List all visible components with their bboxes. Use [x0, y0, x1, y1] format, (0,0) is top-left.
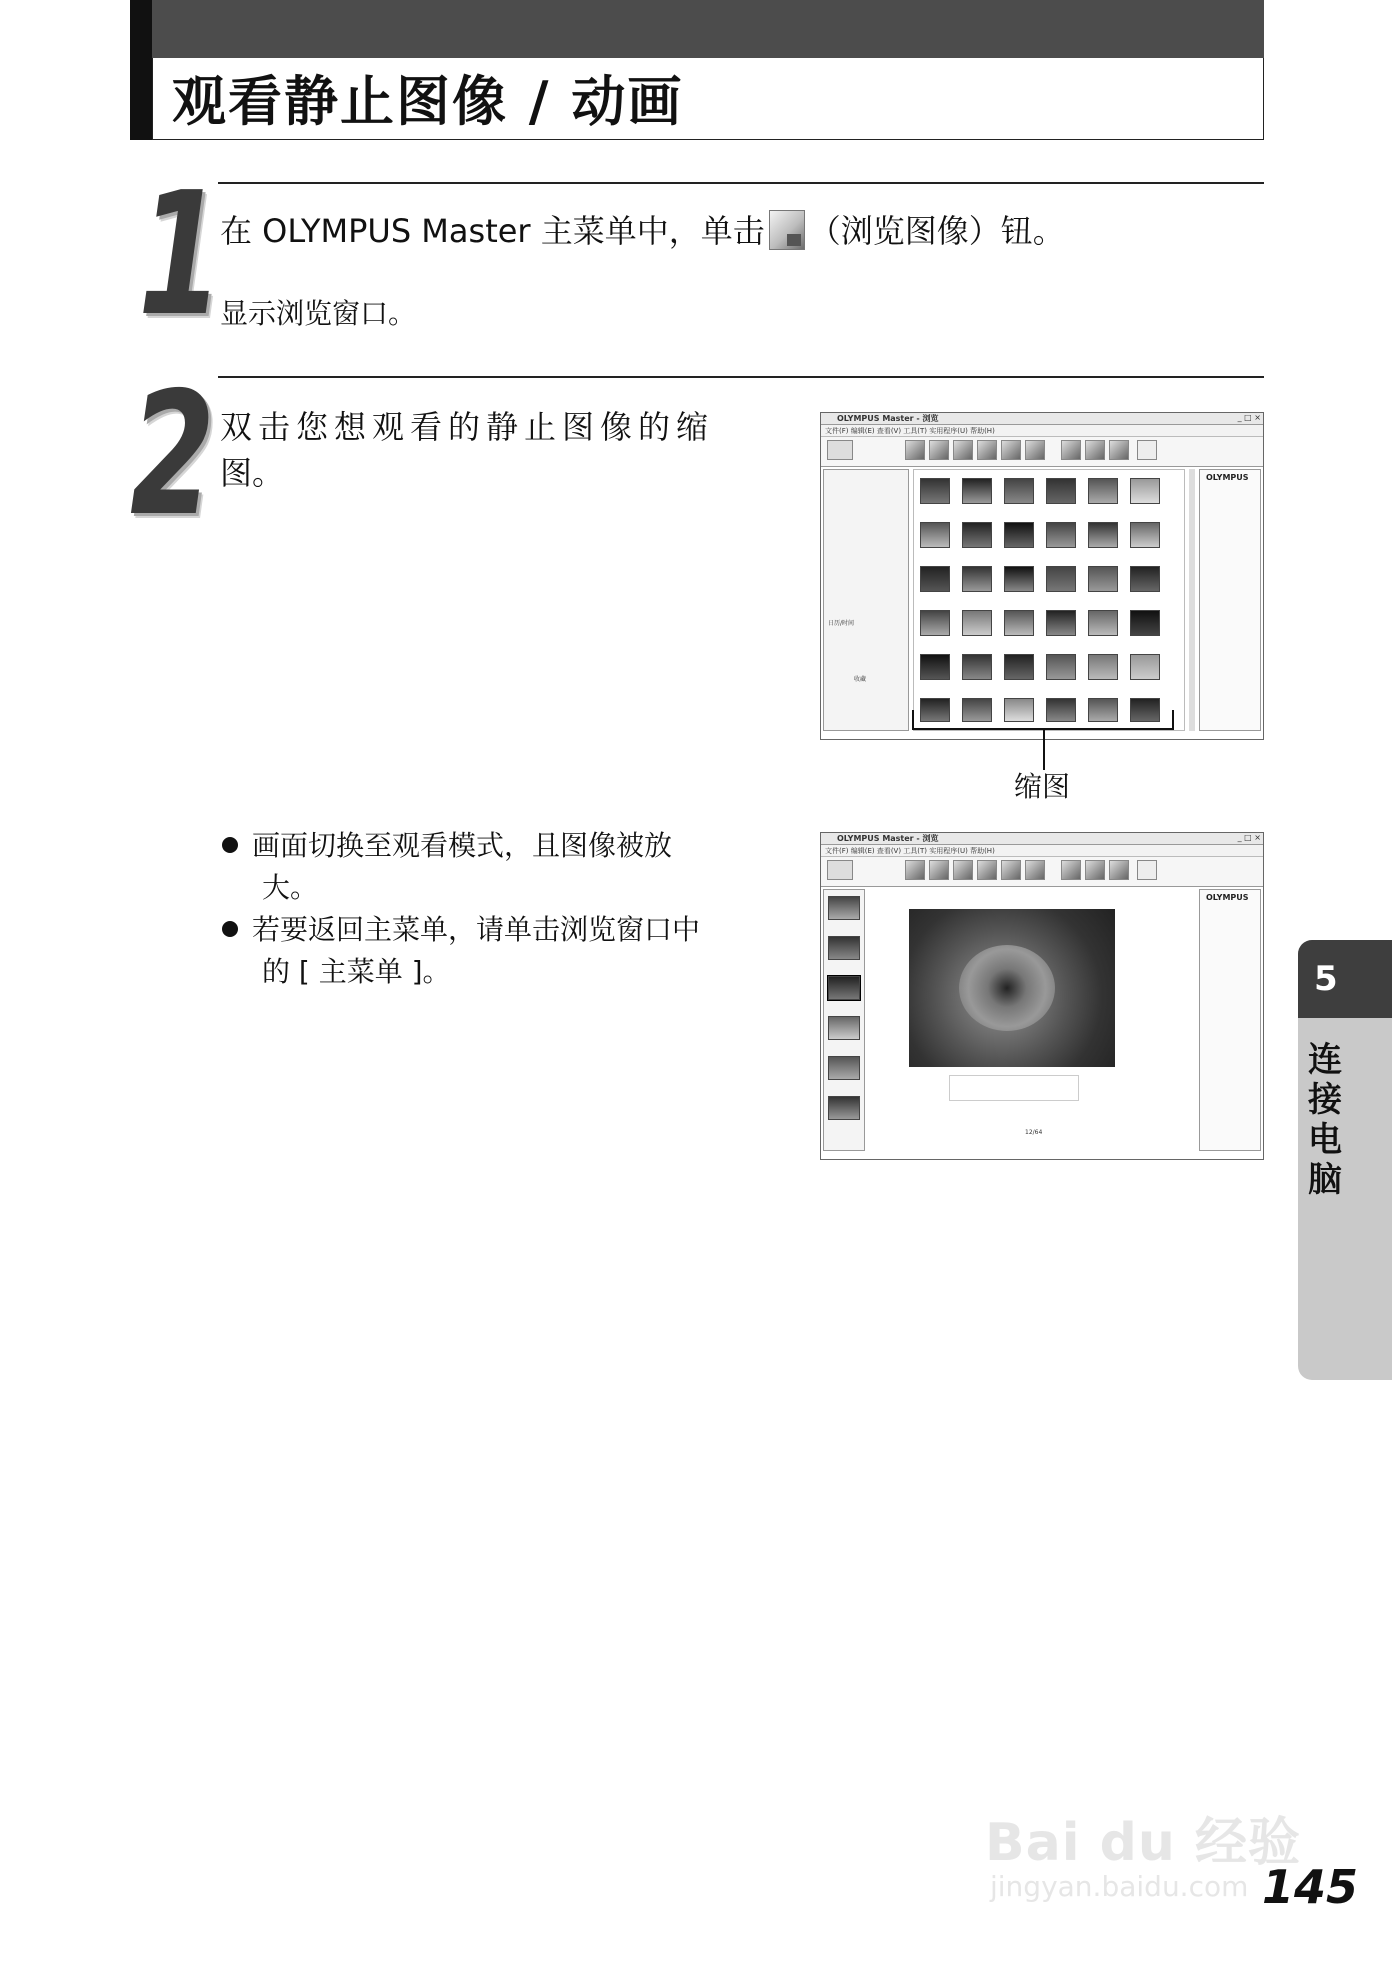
thumbnail[interactable] — [962, 478, 992, 504]
left-panel — [823, 469, 909, 731]
main-menu-icon — [827, 860, 853, 880]
thumbnail[interactable] — [1004, 698, 1034, 722]
thumbnail[interactable] — [920, 610, 950, 636]
thumbnail[interactable] — [1004, 522, 1034, 548]
thumbnail[interactable] — [1088, 566, 1118, 592]
olympus-logo: OLYMPUS — [1206, 473, 1249, 482]
thumbnail[interactable] — [962, 522, 992, 548]
header-gray-band — [152, 0, 1264, 58]
step1-result: 显示浏览窗口。 — [220, 297, 417, 330]
thumbnail[interactable] — [1046, 698, 1076, 722]
thumbnail[interactable] — [828, 896, 860, 920]
thumbnail-grid — [913, 469, 1185, 731]
chapter-label: 连接电脑 — [1308, 1040, 1342, 1200]
toolbar-icon — [953, 440, 973, 460]
toolbar-icon — [1025, 440, 1045, 460]
menu-bar: 文件(F) 编辑(E) 查看(V) 工具(T) 实用程序(U) 帮助(H) — [821, 425, 1263, 437]
thumbnail[interactable] — [1046, 522, 1076, 548]
toolbar-icon — [905, 440, 925, 460]
toolbar-icon — [1085, 440, 1105, 460]
toolbar-icon — [1109, 440, 1129, 460]
browse-images-icon — [769, 210, 805, 250]
thumbnail[interactable] — [828, 1016, 860, 1040]
image-view-area — [869, 889, 1195, 1151]
thumbnail-callout-label: 缩图 — [1014, 770, 1071, 803]
toolbar-icon — [929, 860, 949, 880]
thumbnail[interactable] — [1046, 478, 1076, 504]
thumbnail[interactable] — [920, 698, 950, 722]
thumbnail[interactable] — [1088, 610, 1118, 636]
window-titlebar: OLYMPUS Master - 浏览 — [821, 833, 1263, 845]
thumbnail[interactable] — [1004, 654, 1034, 680]
toolbar-icon — [1025, 860, 1045, 880]
bullet-1-line1: 画面切换至观看模式，且图像被放 — [222, 824, 672, 868]
right-panel — [1199, 469, 1261, 731]
thumbnail[interactable] — [1130, 566, 1160, 592]
thumbnail[interactable] — [962, 566, 992, 592]
thumbnail[interactable] — [1004, 610, 1034, 636]
toolbar-icon — [929, 440, 949, 460]
help-icon — [1137, 860, 1157, 880]
thumbnail[interactable] — [920, 478, 950, 504]
main-menu-icon — [827, 440, 853, 460]
bullet-2-line1: 若要返回主菜单，请单击浏览窗口中 — [222, 908, 700, 952]
right-panel — [1199, 889, 1261, 1151]
page-title: 观看静止图像 / 动画 — [172, 70, 684, 133]
view-window-screenshot — [820, 832, 1264, 1160]
thumbnail[interactable] — [962, 654, 992, 680]
thumbnail[interactable] — [828, 936, 860, 960]
bullet-dot — [222, 921, 238, 937]
page-number: 145 — [1262, 1860, 1359, 1914]
thumbnail[interactable] — [1088, 654, 1118, 680]
thumbnail[interactable] — [1130, 478, 1160, 504]
toolbar — [821, 857, 1263, 887]
toolbar-icon — [1001, 860, 1021, 880]
thumbnail[interactable] — [1046, 654, 1076, 680]
image-counter: 12/64 — [1025, 1129, 1043, 1136]
step2-line2: 图。 — [220, 454, 285, 492]
filmstrip-panel — [823, 889, 865, 1151]
callout-bracket-right — [1172, 710, 1174, 730]
step1-instruction — [220, 208, 1065, 254]
thumbnail[interactable] — [962, 698, 992, 722]
thumbnail[interactable] — [1004, 566, 1034, 592]
thumbnail[interactable] — [1088, 478, 1118, 504]
toolbar-icon — [1061, 860, 1081, 880]
toolbar-icon — [1061, 440, 1081, 460]
thumbnail[interactable] — [920, 654, 950, 680]
thumbnail[interactable] — [1130, 522, 1160, 548]
window-controls: _ □ × — [1237, 413, 1261, 422]
toolbar-icon — [905, 860, 925, 880]
flower-shape — [959, 945, 1055, 1031]
bullet-1-line2: 大。 — [262, 871, 319, 904]
thumbnail[interactable] — [962, 610, 992, 636]
step2-rule — [218, 376, 1264, 378]
thumbnail[interactable] — [1088, 698, 1118, 722]
thumbnail[interactable] — [1046, 610, 1076, 636]
watermark-brand: Bai du 经验 — [985, 1813, 1301, 1873]
step1-text-after: （浏览图像）钮。 — [808, 212, 1065, 250]
callout-pointer — [1043, 728, 1045, 770]
toolbar-icon — [1109, 860, 1129, 880]
bullet-dot — [222, 837, 238, 853]
thumbnail[interactable] — [828, 1056, 860, 1080]
window-titlebar: OLYMPUS Master - 浏览 — [821, 413, 1263, 425]
step2-line1: 双击您想观看的静止图像的缩 — [220, 408, 715, 446]
thumbnail[interactable] — [1046, 566, 1076, 592]
thumbnail[interactable] — [920, 566, 950, 592]
toolbar-icon — [977, 440, 997, 460]
step2-number: 2 — [130, 356, 216, 554]
scrollbar[interactable] — [1189, 469, 1195, 731]
thumbnail-selected[interactable] — [828, 976, 860, 1000]
step1-text-before: 在 OLYMPUS Master 主菜单中，单击 — [220, 212, 765, 250]
callout-bracket-left — [912, 710, 914, 730]
enlarged-image — [909, 909, 1115, 1067]
toolbar — [821, 437, 1263, 467]
header-black-bar — [130, 0, 152, 140]
watermark-url: jingyan.baidu.com — [990, 1870, 1249, 1903]
thumbnail[interactable] — [1130, 610, 1160, 636]
toolbar-icon — [1085, 860, 1105, 880]
menu-bar: 文件(F) 编辑(E) 查看(V) 工具(T) 实用程序(U) 帮助(H) — [821, 845, 1263, 857]
step1-number: 1 — [138, 156, 224, 354]
olympus-logo: OLYMPUS — [1206, 893, 1249, 902]
toolbar-icon — [977, 860, 997, 880]
comment-box[interactable] — [949, 1075, 1079, 1101]
thumbnail[interactable] — [1004, 478, 1034, 504]
step1-rule — [218, 182, 1264, 184]
calendar-label: 日历/时间 — [828, 620, 855, 627]
favorites-label: 收藏 — [854, 676, 867, 683]
thumbnail[interactable] — [1088, 522, 1118, 548]
window-controls: _ □ × — [1237, 833, 1261, 842]
thumbnail[interactable] — [1130, 654, 1160, 680]
bullet-2-line2: 的 [ 主菜单 ]。 — [262, 955, 451, 988]
toolbar-icon — [1001, 440, 1021, 460]
thumbnail[interactable] — [1130, 698, 1160, 722]
thumbnail[interactable] — [920, 522, 950, 548]
toolbar-icon — [953, 860, 973, 880]
chapter-number: 5 — [1298, 940, 1392, 1018]
browse-window-screenshot — [820, 412, 1264, 740]
help-icon — [1137, 440, 1157, 460]
thumbnail[interactable] — [828, 1096, 860, 1120]
